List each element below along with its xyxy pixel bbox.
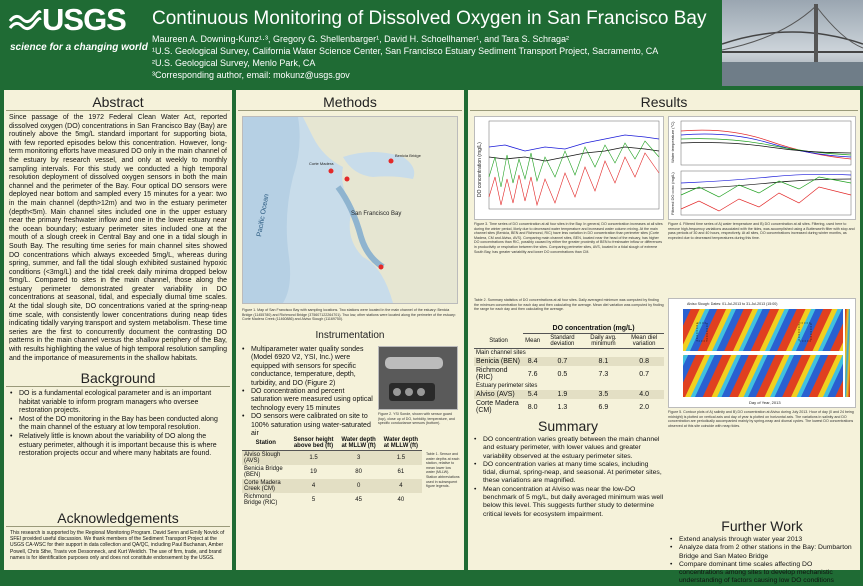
sonde-illustration — [379, 347, 457, 409]
table1-cell: Richmond Bridge (RIC) — [244, 494, 278, 506]
bridge-photo — [722, 0, 863, 86]
abstract-text: Since passage of the 1972 Federal Clean Water Act, reported dissolved oxygen (DO) concentrations in San Francisco Bay (Bay) are routinely above the 5mg/L standard important for supporting biota, with few reported episodes below this concentration. However, long-term monitoring efforts have measured DO only in the main channel of the estuary by research vessel, and only at weekly to monthly sampling intervals. For this study we conducted a high temporal resolution deployment of dissolved oxygen sensors in both the main channel and the perimeter of the Bay. Four optical DO sensors were deployed near bottom and sampled every 15 minutes for a year: two in the main channel (depth>12m) and two in the estuary perimeter (depth<5m). Main channel sites included one in the upper estuary near the primary freshwater inflow and one in the lower estuary near the ocean boundary; estuary perimeter sites included one at the mouth of a slough creek in Central Bay and one in a tidal slough in South Bay. The resulting time series for main channel sites showed DO concentrations which always exceeded 5mg/L, whereas during spring, summer, and fall the tidal slough exhibited sustained hypoxic conditions (<3mg/L) and the tidal creek daily minima dropped below 5mg/L. Compared to sites in the main channel, those along the estuary perimeter demonstrated greater variability in DO concentrations at seasonal, tidal, and especially diurnal time scales. At the tidal slough site, DO concentrations varied at the spring-neap time scale, with consistently lower concentrations during neap tides indicating tidally varying transport and system metabolism. These time series are the first to concurrently document the contrasting DO patterns in the main channel versus the shallow periphery of the Bay, with results highlighting the value of high temporal resolution sampling and the importance of measurements in the shallow habitats. — [9, 114, 227, 362]
figure-4-plot — [669, 117, 855, 219]
figure-3-plot — [475, 117, 663, 219]
table2-cell: 8.0 — [527, 403, 538, 411]
figure-4-filtered-timeseries — [668, 116, 856, 220]
alviso-site — [379, 265, 384, 270]
background-list — [10, 390, 226, 459]
results-heading: Results — [640, 94, 688, 110]
figure4-bottom-label: Filtered DO conc (mg/L) — [670, 172, 675, 215]
bay-map — [243, 117, 457, 303]
table1-header: Water depth at MLLW (ft) — [341, 437, 376, 449]
table1-cell: Alviso Slough (AVS) — [242, 451, 290, 466]
map-ocean-label: Pacific Ocean — [256, 193, 271, 238]
background-bullet: • Most of the DO monitoring in the Bay has been conducted along the main channel of the estuary at low temporal resolution. — [10, 416, 226, 433]
table1-header: Station — [255, 440, 276, 446]
table2-header: Mean — [525, 338, 541, 344]
table1-cell: Benicia Bridge (BEN) — [244, 466, 283, 478]
richmond-site — [345, 177, 350, 182]
methods-heading: Methods — [323, 94, 377, 110]
table2-cell: 0.7 — [639, 370, 649, 378]
map-sf-label: San Francisco Bay — [351, 211, 402, 217]
figure-1-map — [242, 116, 458, 304]
results-divider — [470, 110, 858, 111]
figure5-title: Alviso Slough: Dates: 01-Jul-2013 to 31-Jul-2013 (15:00) — [687, 302, 778, 306]
further-work-list — [670, 536, 856, 586]
logo-tagline: science for a changing world — [10, 42, 148, 53]
poster-header — [0, 0, 863, 88]
table1-cell: 0 — [338, 479, 380, 493]
abstract-heading: Abstract — [92, 94, 144, 110]
further-work-bullet: • Extend analysis through water year 2013 — [670, 536, 856, 544]
logo-text: USGS — [42, 2, 126, 37]
figure-3-do-timeseries — [474, 116, 664, 220]
table1-cell: 40 — [397, 497, 405, 503]
table2-cell: 5.4 — [523, 390, 542, 399]
methods-divider — [238, 110, 462, 111]
table2-cell: Corte Madera (CM) — [476, 400, 519, 414]
table-row — [242, 479, 422, 493]
table1-cell: 19 — [310, 469, 317, 475]
table-row — [474, 390, 664, 399]
figure3-ylabel: DO concentration (mg/L) — [477, 142, 483, 197]
table2-cell: 0.5 — [557, 370, 568, 378]
background-bullet: • DO is a fundamental ecological parameter and is an important habitat variable to inform program managers who oversee restoration projects. — [10, 390, 226, 416]
table1-cell: 4 — [380, 479, 422, 493]
affiliation-2: ²U.S. Geological Survey, Menlo Park, CA — [152, 58, 316, 68]
table2-super-header: DO concentration (mg/L) — [523, 324, 664, 334]
summary-bullet: • DO concentration varies at many time scales, including tidal, diurnal, spring-neap, and seasonal. At perimeter sites, these variations are magnified. — [474, 461, 664, 486]
figure4-top-label: Water temperature (°C) — [670, 121, 675, 163]
usgs-wave-icon — [8, 6, 42, 34]
affiliation-1: ¹U.S. Geological Survey, California Water Science Center, San Francisco Estuary Sediment Transport Project, Sacramento, CA — [152, 46, 659, 56]
further-work-bullet: • Compare dominant time scales affecting DO concentrations among sites to develop mechanistic understanding of factors causing low DO conditions — [670, 561, 856, 586]
figure-1-caption: Figure 1. Map of San Francisco Bay with sampling locations. Two stations were located in the main channel of the estuary: Benicia Bridge (11455780) and Richmond Bridge (375607122264701). Two low, other stations were located along the perimeter of the estuary: Corte Madera Creek (11460886) and Alviso Slough (11169750). — [242, 308, 456, 322]
background-bullet: • Relatively little is known about the variability of DO along the estuary perimeter, although it is important because this is where restoration projects occur and where many habitats are found. — [10, 433, 226, 459]
table2-cell: Alviso (AVS) — [474, 390, 523, 399]
figure-2-caption: Figure 2. YSI Sonde, shown with sensor guard (top), close up of DO, turbidity, temperature, and specific conductance sensors (bottom). — [378, 412, 455, 426]
table2-cell: 6.9 — [598, 403, 609, 411]
abstract-divider — [6, 110, 230, 111]
table1-cell: 4 — [290, 479, 338, 493]
table1-cell: 3 — [338, 451, 380, 466]
instrumentation-list — [242, 346, 374, 438]
poster-title: Continuous Monitoring of Dissolved Oxygen in San Francisco Bay — [152, 8, 707, 29]
table2-cell: 1.3 — [557, 403, 568, 411]
table1-cell: Corte Madera Creek (CM) — [242, 479, 290, 493]
do-contour — [683, 355, 843, 397]
colorbar — [845, 309, 850, 397]
benicia-site — [389, 159, 394, 164]
figure-5-contour — [668, 298, 856, 408]
table2-cell: 7.6 — [527, 370, 538, 378]
instrumentation-bullet: • Multiparameter water quality sondes (Model 6920 V2, YSI, Inc.) were equipped with sensors for specific conductance, temperature, depth, turbidity, and DO (Figure 2) — [242, 346, 374, 388]
table2-cell: 1.9 — [542, 390, 583, 399]
authors: Maureen A. Downing-Kunz¹·³, Gregory G. Shellenbarger¹, David H. Schoellhamer¹, and Tara S. Schraga² — [152, 34, 570, 44]
table2-cell: 3.5 — [583, 390, 625, 399]
background-divider — [6, 386, 230, 387]
figure-3-caption: Figure 3. Time series of DO concentration at all four sites in the Bay. In general, DO concentration increases at all sites during the winter period, likely due to decreased water temperature and increased water column mixing. At the main channel sites (Benicia, BEN and Richmond, RIC) have less variation in DO concentration than perimeter sites (Corte Madera, CM and Alviso, AVS). Comparing main channel sites, BEN, located near the head of the estuary, has higher DO concentrations than RIC, possibly caused by either the greater proximity of BEN to freshwater inflow or differences in productivity or respiration between the sites. Comparing perimeter sites, AVS, located in a tidal slough of extreme South Bay, has greater variability and lower DO concentrations than CM. — [474, 222, 663, 254]
bridge-illustration — [722, 0, 863, 86]
acknowledgements-divider — [6, 526, 230, 527]
acknowledgements-heading: Acknowledgements — [57, 510, 179, 526]
table2-group-perimeter: Estuary perimeter sites — [476, 383, 538, 389]
table-row — [242, 451, 422, 466]
table2-cell: 8.4 — [523, 357, 542, 366]
table1-cell: 80 — [355, 469, 362, 475]
table2-cell: 0.8 — [624, 357, 664, 366]
summary-bullet: • Mean concentration at Alviso was near the low-DO benchmark of 5 mg/L, but daily averaged minimum was well below this level. This suggests further study to determine critical levels for ecosystem impairment. — [474, 486, 664, 519]
figure-5-plot — [669, 299, 855, 407]
map-corte-label: Corte Madera — [309, 161, 334, 166]
table2-header: Daily avg. minimum — [590, 335, 617, 347]
table-row — [474, 399, 664, 415]
table2-header: Station — [489, 337, 508, 344]
table2-cell: 8.1 — [583, 357, 625, 366]
table1-header: Water depth at MLLW (ft) — [383, 437, 419, 449]
table-row — [474, 366, 664, 382]
table-2 — [474, 324, 664, 415]
instrumentation-heading: Instrumentation — [315, 330, 385, 341]
further-work-bullet: • Analyze data from 2 other stations in the Bay: Dumbarton Bridge and San Mateo Bridge — [670, 544, 856, 561]
table-row — [242, 465, 422, 479]
table1-cell: 1.5 — [380, 451, 422, 466]
middle-column — [236, 90, 464, 570]
table1-cell: 1.5 — [290, 451, 338, 466]
figure-4-caption: Figure 4. Filtered time series of A) water temperature and B) DO concentration at all sites. Filtering, used here to remove high-frequency variations associated with the tides, was accomplished using a Butterworth filter with stop and pass periods of 30 and 40 hours, respectively. At all sites, DO concentrations increased during winter months, as expected due to decreased temperatures during this time. — [668, 222, 855, 240]
map-benicia-label: Benicia Bridge — [395, 153, 421, 158]
figure5-xlabel: Day of Year, 2013 — [749, 400, 781, 405]
left-column — [4, 90, 232, 570]
table2-cell: 7.3 — [598, 370, 609, 378]
affiliation-3: ³Corresponding author, email: mokunz@usgs.gov — [152, 70, 350, 80]
summary-heading: Summary — [538, 418, 598, 434]
figure-2-sonde-photo — [378, 346, 458, 410]
table1-cell: 5 — [311, 497, 316, 503]
table-1-caption: Table 1. Sensor and water depths at each station, relative to mean lower low water (MLLW). Station abbreviations used in subsequent figure legends. — [426, 452, 460, 489]
table2-header: Mean diel variation — [631, 335, 658, 347]
figure-5-caption: Figure 5. Contour plots of A) salinity and B) DO concentration at Alviso during July 2013. Hour of day (0 and 24 being midnight) is plotted on vertical axis and day of year is plotted on horizontal axis. The variations in salinity and DO concentration are periodically accompanied mainly by spring-neap and diurnal cycles. The lowest DO concentrations observed at this site coincide with neap tides. — [668, 410, 854, 428]
author-block — [152, 33, 658, 81]
usgs-logo[interactable] — [8, 2, 148, 62]
further-work-heading: Further Work — [721, 518, 803, 534]
table-2-caption: Table 2. Summary statistics of DO concentrations at all four sites. Daily averaged minimum was computed by finding the minimum concentration for each day and then calculating the average. Mean diel variation was computed by finding the range for each day and then calculating the average. — [474, 298, 664, 312]
table2-group-main: Main channel sites — [476, 350, 526, 356]
table2-header: Standard deviation — [550, 335, 575, 347]
salinity-contour — [683, 309, 843, 351]
table-1 — [242, 436, 422, 507]
table1-cell: 45 — [355, 497, 362, 503]
table1-header: Sensor height above bed (ft) — [293, 437, 334, 449]
table2-cell: Richmond (RIC) — [476, 367, 508, 381]
corte-madera-site — [329, 169, 334, 174]
background-heading: Background — [80, 370, 156, 386]
acknowledgements-text: This research is supported by the Regional Monitoring Program. David Senn and Emily Novick of SFEI provided useful discussion. We thank members of the Sediment Transport Project at the USGS CA-WSC for their support in data collection and QA/QC, including Paul Buchanan, Amber Powell, Chris Sthe, Travis von Dessonneck, and Kurt Weidich. The use of firm, trade, and brand names is for identification purposes only and does not constitute endorsement by the USGS. — [10, 530, 225, 561]
table2-cell: 4.0 — [624, 390, 664, 399]
instrumentation-bullet: • DO sensors were calibrated on site to 100% saturation using water-saturated air — [242, 413, 374, 438]
right-column — [468, 90, 860, 585]
summary-list — [474, 436, 664, 519]
table2-cell: Benicia (BEN) — [474, 357, 523, 366]
instrumentation-bullet: • DO concentration and percent saturation were measured using optical technology every 15 minutes — [242, 388, 374, 413]
table1-cell: 61 — [397, 469, 405, 475]
table2-cell: 0.7 — [542, 357, 583, 366]
table2-cell: 2.0 — [639, 403, 649, 411]
table-row — [242, 493, 422, 507]
summary-bullet: • DO concentration varies greatly between the main channel and estuary perimeter, with lower values and greater variability observed at the estuary perimeter sites. — [474, 436, 664, 461]
table-row — [474, 357, 664, 366]
